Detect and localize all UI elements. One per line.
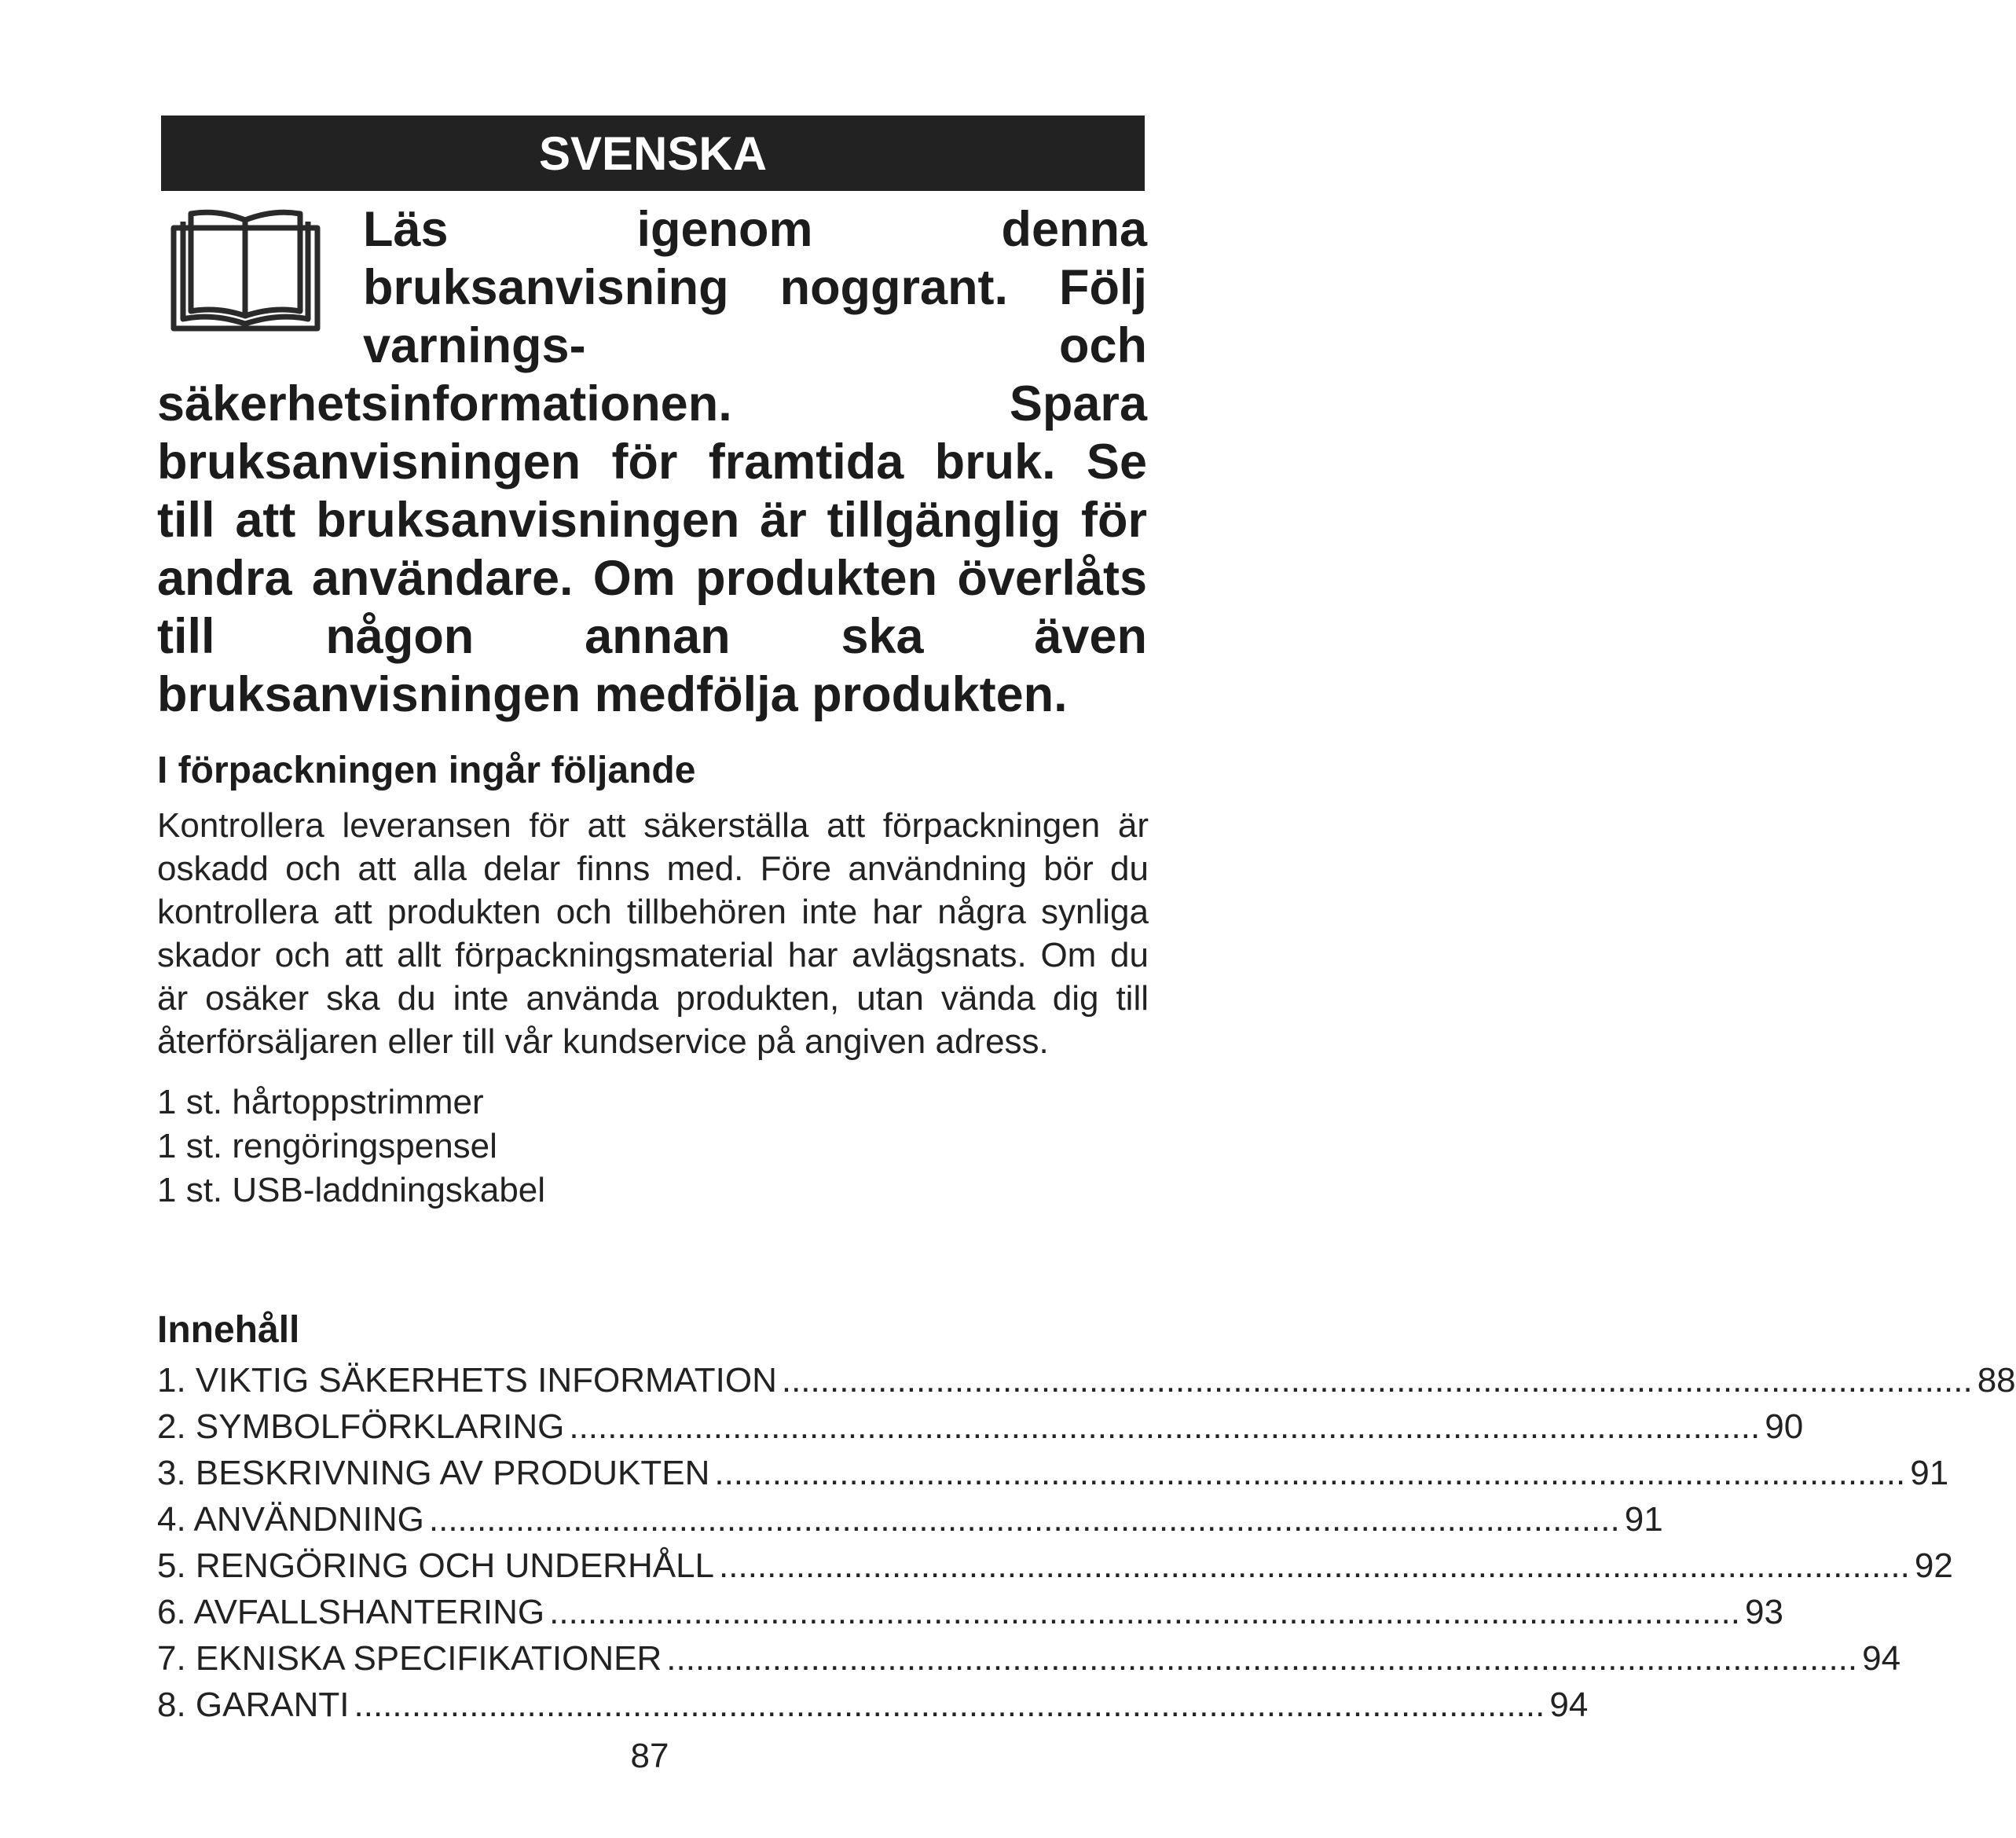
toc-entry[interactable] [157,1361,2016,1407]
toc-leader: ............................................................................................................................ [428,1500,1620,1539]
toc-entry-page: 94 [1549,1686,1589,1724]
toc-entry[interactable] [157,1546,1953,1593]
language-title: SVENSKA [538,127,768,180]
toc-leader: ............................................................................................................................ [354,1686,1545,1724]
toc-entry[interactable] [157,1454,1949,1500]
toc-entry-page: 92 [1914,1546,1953,1585]
toc-entry[interactable] [157,1593,1783,1639]
toc-entry-page: 91 [1624,1500,1663,1539]
list-item: 1 st. rengöringspensel [157,1127,497,1165]
toc-leader: ............................................................................................................................ [714,1454,1906,1492]
toc-leader: ............................................................................................................................ [719,1546,1910,1585]
contents-title: Innehåll [157,1309,300,1351]
toc-entry-title: 8. GARANTI [157,1686,350,1724]
toc-entry-page: 90 [1765,1407,1804,1446]
list-item: 1 st. USB-laddningskabel [157,1171,546,1209]
toc-entry[interactable] [157,1500,1663,1546]
toc-entry-title: 7. EKNISKA SPECIFIKATIONER [157,1639,662,1678]
toc-entry-title: 4. ANVÄNDNING [157,1500,424,1539]
toc-entry-page: 88 [1977,1361,2016,1400]
toc-leader: ............................................................................................................................ [781,1361,1973,1400]
toc-entry-page: 93 [1745,1593,1783,1631]
intro-warning [157,200,1147,724]
toc-entry-page: 94 [1862,1639,1901,1678]
language-header [161,116,1145,191]
toc-entry-title: 2. SYMBOLFÖRKLARING [157,1407,565,1446]
package-text: Kontrollera leveransen för att säkerställa att förpackningen är oskadd och att alla delar finns med. Före användning bör du kontrollera att produkten och tillbehören inte har några synliga skador och att allt förpackningsmaterial har avlägsnats. Om du är osäker ska du inte använda produkten, utan vända dig till återförsäljaren eller till vår kundservice på angiven adress. [157,806,1149,1061]
toc-entry[interactable] [157,1407,1804,1454]
page-number: 87 [630,1737,669,1775]
package-description [157,804,1149,1063]
toc-entry[interactable] [157,1639,1901,1686]
toc-leader: ............................................................................................................................ [569,1407,1761,1446]
toc-entry-title: 6. AVFALLSHANTERING [157,1593,545,1631]
toc-leader: ............................................................................................................................ [666,1639,1858,1678]
package-items [157,1080,545,1212]
toc-entry[interactable] [157,1686,1589,1732]
toc-entry-title: 3. BESKRIVNING AV PRODUKTEN [157,1454,710,1492]
list-item: 1 st. hårtoppstrimmer [157,1083,484,1121]
table-of-contents [157,1361,2016,1732]
toc-entry-page: 91 [1910,1454,1949,1492]
toc-leader: ............................................................................................................................ [549,1593,1740,1631]
package-title: I förpackningen ingår följande [157,750,696,791]
toc-entry-title: 5. RENGÖRING OCH UNDERHÅLL [157,1546,715,1585]
toc-entry-title: 1. VIKTIG SÄKERHETS INFORMATION [157,1361,777,1400]
intro-text: Läs igenom denna bruksanvisning noggrant. Följ varnings- och säkerhetsinformationen. Spara bruksanvisningen för framtida bruk. Se till att bruksanvisningen är tillgänglig för andra användare. Om produkten överlåts till någon annan ska även bruksanvisningen medfölja produkten. [157,202,1147,722]
